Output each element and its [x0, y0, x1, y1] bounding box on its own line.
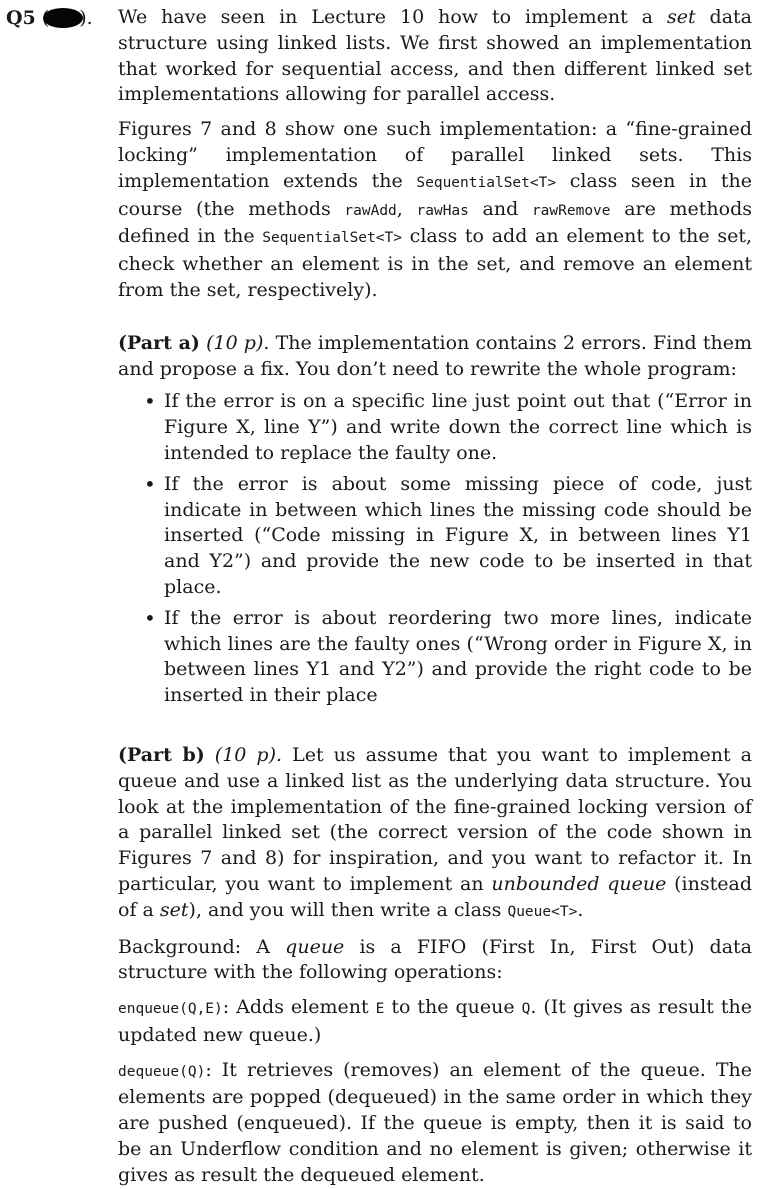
- code-rawadd: rawAdd: [344, 202, 397, 219]
- part-b-paragraph: [118, 743, 752, 926]
- background-paragraph: [118, 935, 752, 987]
- intro-p1-emphasis: set: [666, 6, 696, 28]
- code-q: Q: [521, 1001, 531, 1018]
- code-rawhas: rawHas: [416, 202, 469, 219]
- enqueue-text-b: to the queue: [384, 996, 522, 1019]
- part-b-text-c: ), and you will then write a class: [188, 898, 508, 921]
- intro-p1-text-a: We have seen in Lecture 10 how to implement a: [118, 6, 667, 28]
- enqueue-text-a: : Adds element: [222, 996, 376, 1019]
- code-rawremove: rawRemove: [531, 202, 611, 219]
- list-item: • If the error is on a specific line just point out that (“Error in Figure X, line Y”) and write down the correct line which is intended to replace the faulty one.: [164, 389, 752, 466]
- intro-p2-text-a: Figures 7 and 8 show one such implementation: a “fine-grained locking” implementation of parallel linked sets. This implementation extends the: [118, 118, 752, 192]
- dequeue-text: : It retrieves (removes) an element of the queue. The elements are popped (dequeued) in the same order in which they are pushed (enqueued). If the queue is empty, then it is said to be an Underflow condition and no element is given; otherwise it gives as result the dequeued element.: [118, 1058, 752, 1186]
- part-b-text-d: .: [577, 898, 584, 921]
- enqueue-text-c: . (It gives as result the updated new queue.): [118, 996, 752, 1046]
- dequeue-definition: [118, 1058, 752, 1189]
- code-queue: Queue<T>: [507, 903, 578, 920]
- question-body: [118, 5, 752, 1189]
- part-b-points: (10 p).: [214, 743, 283, 766]
- intro-p1-text-b: data structure using linked lists. We first showed an implementation that worked for sequential access, and then different linked set implementations allowing for parallel access.: [118, 6, 752, 106]
- part-a-points: (10 p).: [206, 331, 270, 354]
- code-e: E: [375, 1001, 385, 1018]
- background-emphasis: queue: [285, 935, 345, 958]
- intro-p2-text-f: class to add an element to the set, check whether an element is in the set, and remove an element from the set, respectively).: [118, 225, 752, 301]
- intro-p2-text-e: are methods defined in the: [118, 197, 752, 248]
- part-b-emphasis-set: set: [159, 898, 189, 921]
- part-b-text-a: Let us assume that you want to implement a queue and use a linked list as the underlying data structure. You look at the implementation of the fine-grained locking version of a parallel linked set (the correct version of the code shown in Figures 7 and 8) for inspiration, and you want to refactor it. In particular, you want to implement an: [118, 743, 752, 895]
- points-close: ).: [79, 7, 93, 29]
- background-text-b: is a FIFO (First In, First Out) data structure with the following operations:: [118, 935, 752, 984]
- intro-p2-text-d: and: [468, 197, 532, 220]
- question-header: [6, 5, 93, 31]
- question-number: Q5: [6, 7, 36, 29]
- part-b-emphasis-unbounded: unbounded queue: [491, 872, 667, 895]
- part-b-title: (Part b): [118, 743, 205, 766]
- part-a-text: The implementation contains 2 errors. Find them and propose a fix. You don’t need to rewrite the whole program:: [118, 331, 752, 380]
- part-b-text-b: (instead of a: [118, 872, 752, 921]
- enqueue-definition: [118, 995, 752, 1049]
- part-a-paragraph: [118, 331, 752, 383]
- code-sequentialset-1: SequentialSet<T>: [416, 174, 557, 191]
- code-dequeue: dequeue(Q): [118, 1063, 206, 1080]
- list-item: • If the error is about some missing piece of code, just indicate in between which lines the missing code should be inserted (“Code missing in Figure X, in between lines Y1 and Y2”) and provide the new code to be inserted in that place.: [164, 472, 752, 601]
- part-a-title: (Part a): [118, 331, 200, 354]
- intro-p2-text-c: ,: [396, 197, 417, 220]
- part-a-bullet-list: [118, 389, 752, 709]
- intro-p2-text-b: class seen in the course (the methods: [118, 169, 752, 220]
- code-enqueue: enqueue(Q,E): [118, 1001, 223, 1018]
- intro-paragraph-2: [118, 117, 752, 304]
- background-text-a: Background: A: [118, 935, 286, 958]
- list-item: • If the error is about reordering two more lines, indicate which lines are the faulty ones (“Wrong order in Figure X, in between lines Y1 and Y2”) and provide the right code to be inserted in their place: [164, 606, 752, 709]
- intro-paragraph-1: [118, 5, 752, 108]
- redacted-blot: [43, 8, 83, 28]
- code-sequentialset-2: SequentialSet<T>: [262, 230, 402, 247]
